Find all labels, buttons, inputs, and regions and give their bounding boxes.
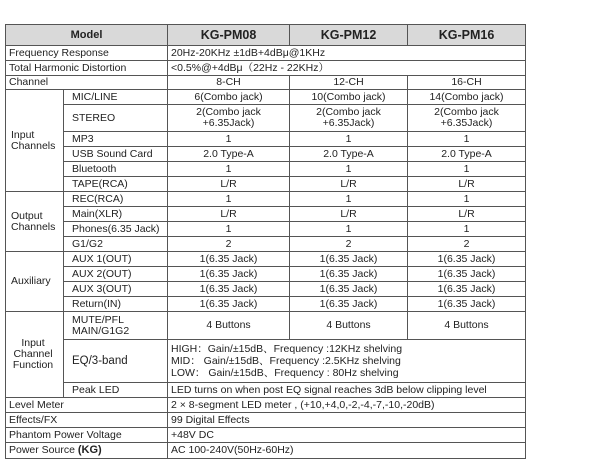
table-row	[6, 398, 526, 413]
row-label: EQ/3-band	[64, 340, 168, 383]
cell-value: L/R	[168, 207, 290, 222]
cell-value: 10(Combo jack)	[290, 90, 408, 105]
table-row	[6, 340, 526, 383]
cell-value: L/R	[290, 207, 408, 222]
cell-value: L/R	[408, 177, 526, 192]
cell-value: 1	[408, 222, 526, 237]
model-header: Model	[6, 25, 168, 46]
cell-value: 1(6.35 Jack)	[290, 267, 408, 282]
row-label: STEREO	[64, 105, 168, 132]
row-label: Bluetooth	[64, 162, 168, 177]
row-label	[6, 443, 168, 459]
cell-value: 1(6.35 Jack)	[408, 267, 526, 282]
cell-value: 14(Combo jack)	[408, 90, 526, 105]
table-row	[6, 443, 526, 459]
cell-value: 1	[168, 162, 290, 177]
header-row	[6, 25, 526, 46]
group-label-line: Output	[11, 209, 43, 222]
group-label-line: Channel	[13, 348, 53, 360]
cell-value: 1	[168, 222, 290, 237]
row-label: REC(RCA)	[64, 192, 168, 207]
cell-value: 2(Combo jack +6.35Jack)	[290, 105, 408, 132]
table-row	[6, 162, 526, 177]
table-row	[6, 132, 526, 147]
cell-value: 1	[290, 222, 408, 237]
cell-value: 2.0 Type-A	[408, 147, 526, 162]
cell-value: 1(6.35 Jack)	[408, 252, 526, 267]
table-row	[6, 428, 526, 443]
group-label-line: Function	[12, 359, 54, 371]
cell-value: 1	[168, 192, 290, 207]
table-row	[6, 147, 526, 162]
cell-value: 1	[408, 132, 526, 147]
row-label: G1/G2	[64, 237, 168, 252]
table-row	[6, 76, 526, 90]
table-row	[6, 297, 526, 312]
row-label: Level Meter	[6, 398, 168, 413]
cell-value: 6(Combo jack)	[168, 90, 290, 105]
cell-value: 1(6.35 Jack)	[290, 252, 408, 267]
row-label: Channel	[6, 76, 168, 90]
table-row	[6, 237, 526, 252]
power-label: Power Source	[9, 444, 75, 456]
group-label-line: Input	[21, 337, 45, 349]
cell-value: 1(6.35 Jack)	[168, 297, 290, 312]
table-row	[6, 192, 526, 207]
cell-value: 1	[168, 132, 290, 147]
cell-value: 2(Combo jack +6.35Jack)	[168, 105, 290, 132]
table-row	[6, 61, 526, 76]
table-row	[6, 222, 526, 237]
cell-value: 2.0 Type-A	[168, 147, 290, 162]
cell-value: 1	[408, 162, 526, 177]
eq-line: MID： Gain/±15dB、Frequency :2.5KHz shelving	[171, 355, 401, 367]
table-row	[6, 383, 526, 398]
row-label: MUTE/PFL MAIN/G1G2	[64, 312, 168, 340]
table-row	[6, 413, 526, 428]
cell-value: 1	[290, 192, 408, 207]
cell-value: 1(6.35 Jack)	[168, 267, 290, 282]
cell-value: 16-CH	[408, 76, 526, 90]
table-row	[6, 105, 526, 132]
cell-value: 1(6.35 Jack)	[168, 282, 290, 297]
cell-value: 4 Buttons	[168, 312, 290, 340]
row-value: 20Hz-20KHz ±1dB+4dBμ@1KHz	[168, 46, 526, 61]
cell-value: L/R	[168, 177, 290, 192]
table-row	[6, 267, 526, 282]
cell-value: 2(Combo jack +6.35Jack)	[408, 105, 526, 132]
row-label: Frequency Response	[6, 46, 168, 61]
cell-value: 1(6.35 Jack)	[408, 282, 526, 297]
group-label	[6, 312, 64, 398]
row-value: 2 × 8-segment LED meter , (+10,+4,0,-2,-4,-7,-10,-20dB)	[168, 398, 526, 413]
table-row	[6, 312, 526, 340]
group-label-line: Input	[11, 128, 35, 141]
table-row	[6, 207, 526, 222]
row-label: MP3	[64, 132, 168, 147]
row-label: AUX 2(OUT)	[64, 267, 168, 282]
power-label-bold: (KG)	[77, 444, 102, 456]
cell-value: 2	[290, 237, 408, 252]
table-row	[6, 252, 526, 267]
model-name: KG-PM08	[168, 25, 290, 46]
row-value: 99 Digital Effects	[168, 413, 526, 428]
row-value: LED turns on when post EQ signal reaches 3dB below clipping level	[168, 383, 526, 398]
spec-sheet	[5, 24, 525, 459]
model-name: KG-PM16	[408, 25, 526, 46]
cell-value: 4 Buttons	[408, 312, 526, 340]
row-label: TAPE(RCA)	[64, 177, 168, 192]
cell-value: 1(6.35 Jack)	[290, 297, 408, 312]
eq-line: HIGH：Gain/±15dB、Frequency :12KHz shelving	[171, 343, 403, 355]
row-label: MIC/LINE	[64, 90, 168, 105]
group-label: Auxiliary	[6, 252, 64, 312]
group-label	[6, 192, 64, 252]
row-label: Effects/FX	[6, 413, 168, 428]
cell-value: 12-CH	[290, 76, 408, 90]
cell-value: 8-CH	[168, 76, 290, 90]
row-label: Phantom Power Voltage	[6, 428, 168, 443]
row-label: Phones(6.35 Jack)	[64, 222, 168, 237]
eq-value	[168, 340, 526, 383]
table-row	[6, 282, 526, 297]
row-label: AUX 3(OUT)	[64, 282, 168, 297]
cell-value: 1	[290, 162, 408, 177]
group-label-line: Channels	[11, 139, 56, 152]
cell-value: 1(6.35 Jack)	[168, 252, 290, 267]
model-name: KG-PM12	[290, 25, 408, 46]
cell-value: 2	[408, 237, 526, 252]
spec-table	[5, 24, 526, 459]
cell-value: 4 Buttons	[290, 312, 408, 340]
cell-value: L/R	[290, 177, 408, 192]
row-label: Total Harmonic Distortion	[6, 61, 168, 76]
group-label	[6, 90, 64, 192]
row-label: USB Sound Card	[64, 147, 168, 162]
row-label: Main(XLR)	[64, 207, 168, 222]
table-row	[6, 177, 526, 192]
table-row	[6, 90, 526, 105]
group-label-line: Channels	[11, 220, 56, 233]
row-label: AUX 1(OUT)	[64, 252, 168, 267]
cell-value: 1	[290, 132, 408, 147]
cell-value: 2.0 Type-A	[290, 147, 408, 162]
cell-value: 1(6.35 Jack)	[408, 297, 526, 312]
cell-value: 1(6.35 Jack)	[290, 282, 408, 297]
cell-value: L/R	[408, 207, 526, 222]
row-label: Peak LED	[64, 383, 168, 398]
row-value: <0.5%@+4dBμ（22Hz - 22KHz）	[168, 61, 526, 76]
row-label: Return(IN)	[64, 297, 168, 312]
row-value: AC 100-240V(50Hz-60Hz)	[168, 443, 526, 459]
row-value: +48V DC	[168, 428, 526, 443]
cell-value: 2	[168, 237, 290, 252]
table-row	[6, 46, 526, 61]
cell-value: 1	[408, 192, 526, 207]
eq-line: LOW： Gain/±15dB、Frequency : 80Hz shelving	[171, 367, 399, 379]
